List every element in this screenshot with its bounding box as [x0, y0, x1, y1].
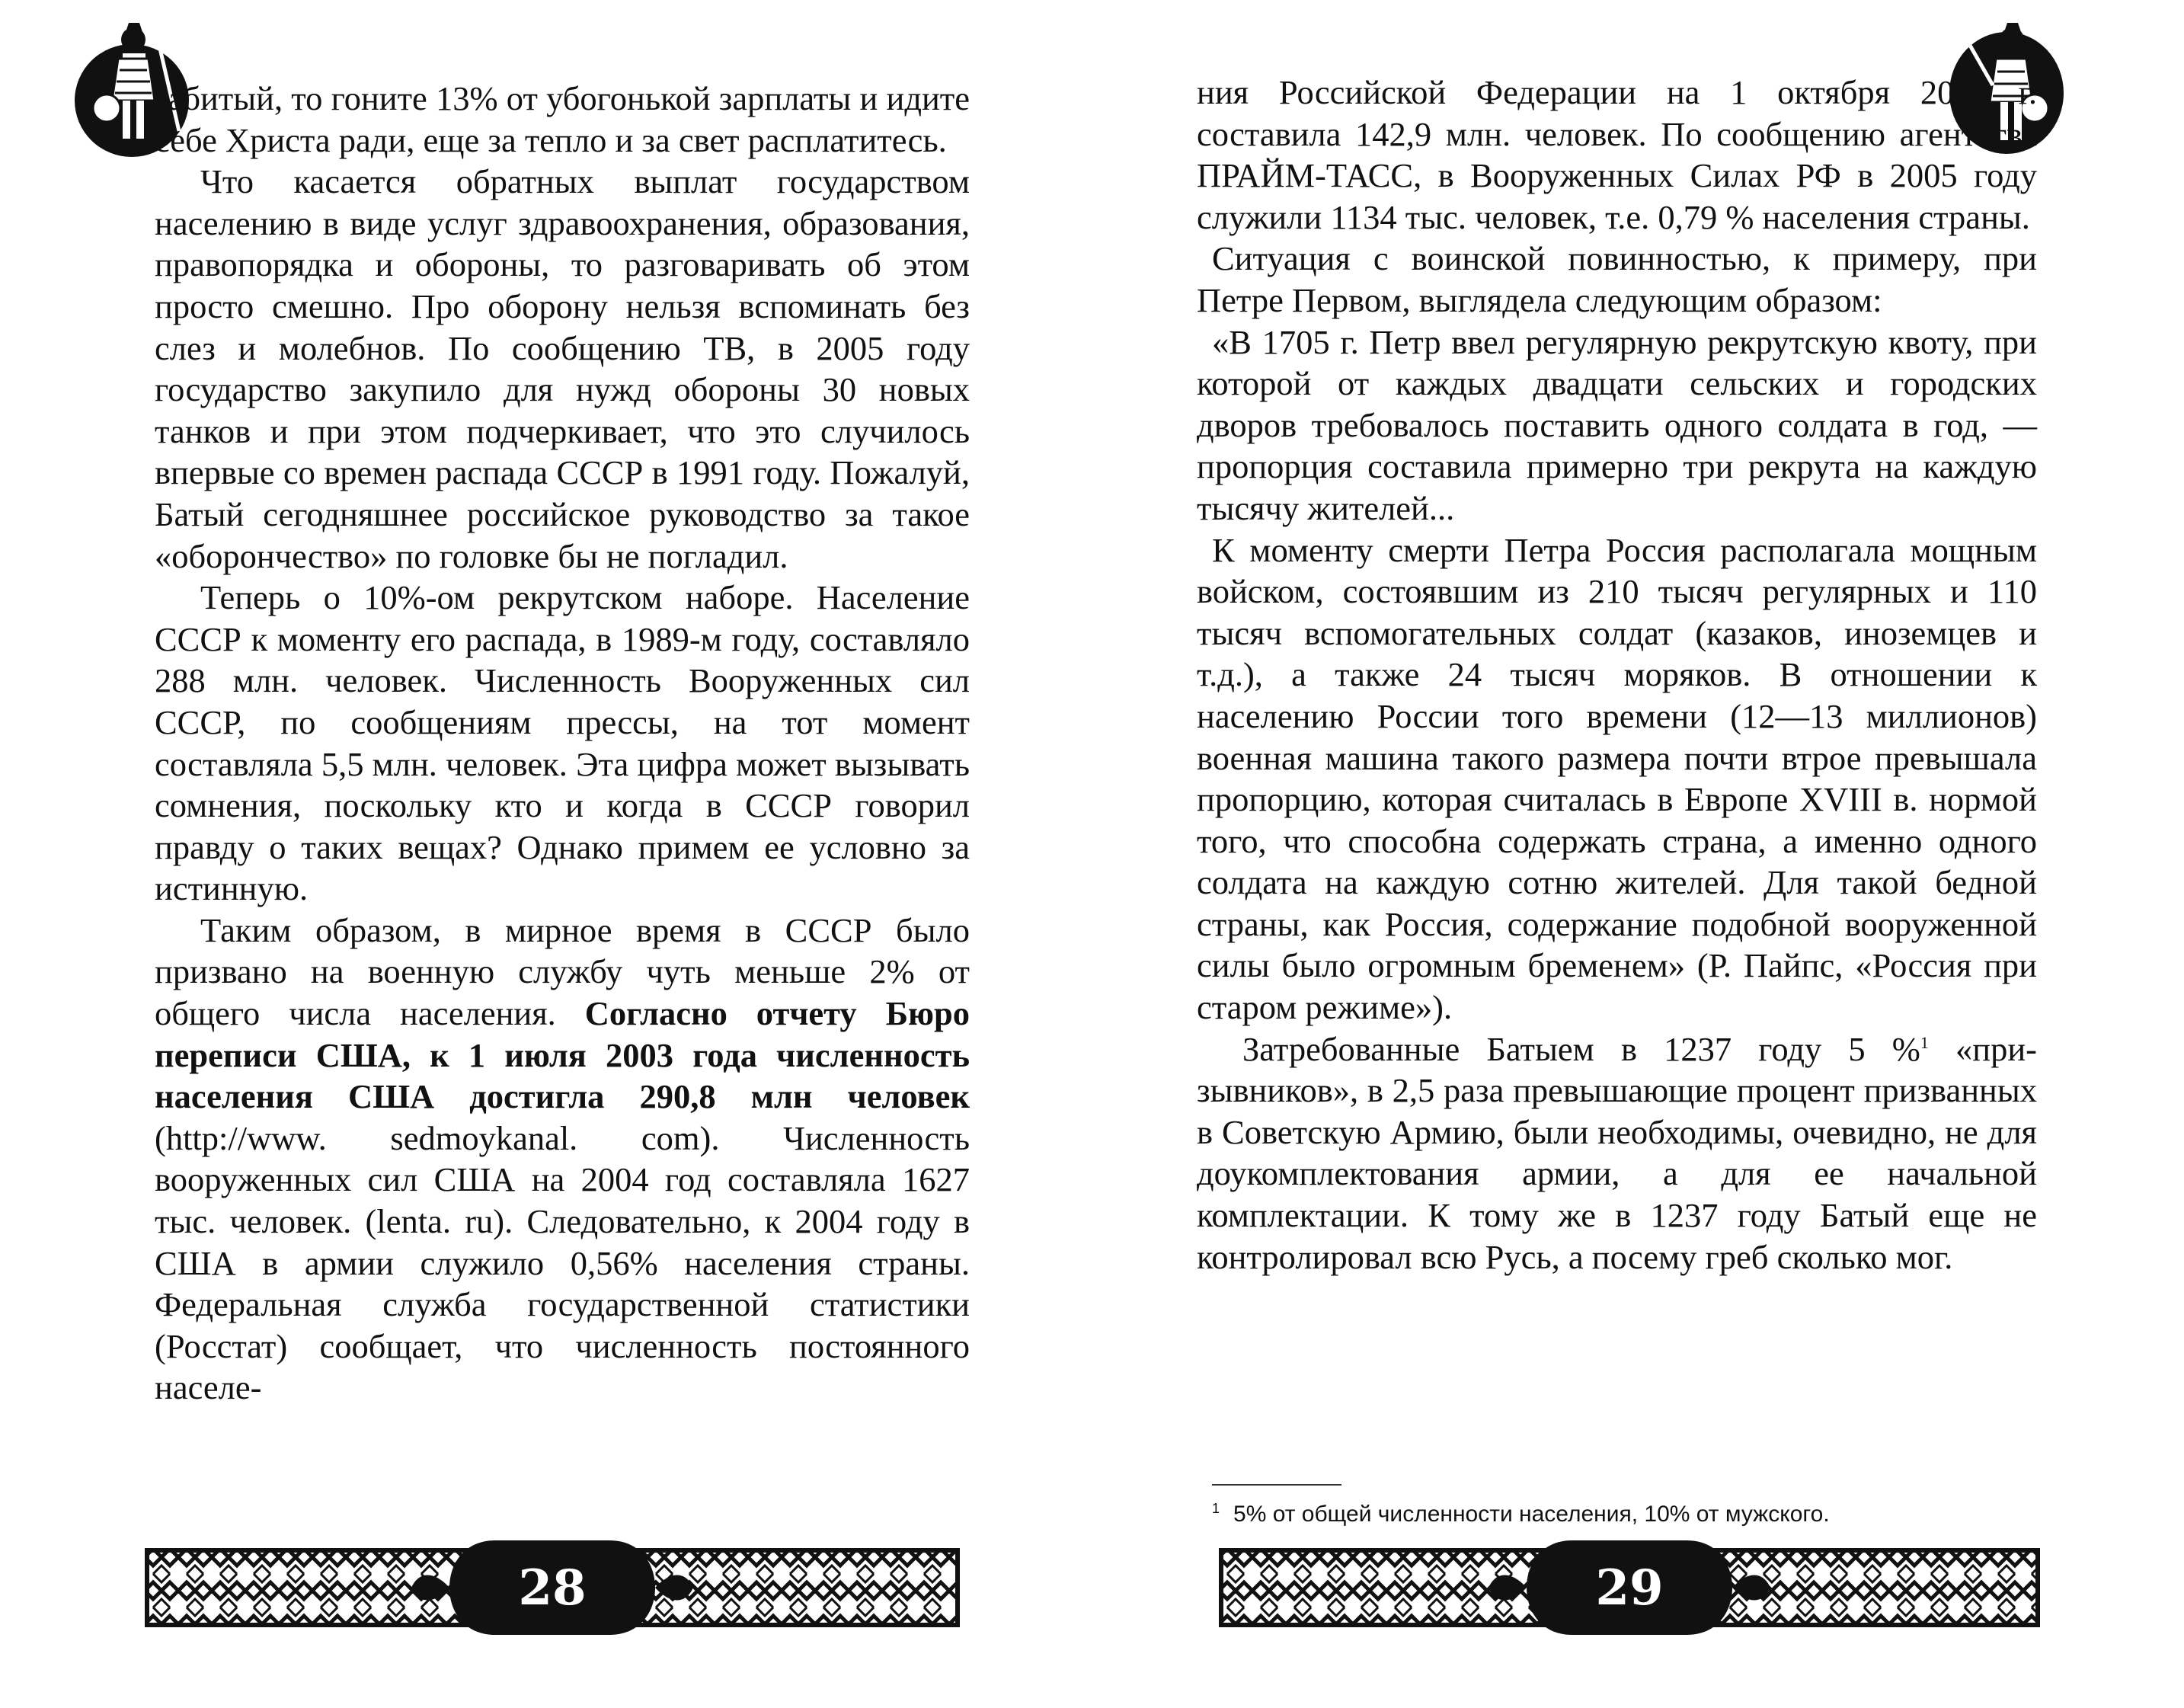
- footnote-text: 5% от общей численности населения, 10% от мужского.: [1233, 1502, 1830, 1527]
- paragraph: [1197, 1028, 2037, 1278]
- paragraph: забитый, то гоните 13% от убогонькой зарплаты и идите себе Христа ради, еще за тепло и за свет расплатитесь.: [155, 79, 970, 159]
- page-number: 28: [518, 1559, 587, 1617]
- footer-ornament: [145, 1540, 960, 1635]
- paragraph-text: Таким образом, в мирное время в СССР было призвано на военную службу чуть меньше 2% от общего числа населения.: [155, 910, 970, 1033]
- paragraph: Что касается обратных выплат государством населению в виде услуг здравоохранения, образования, правопорядка и обороны, то разговаривать об этом просто смешно. Про оборону нельзя вспоминать без слез и молебнов. По сообщению ТВ, в 2005 году государство закупило для нужд обороны 30 новых танков и при этом подчеркивает, что это случилось впервые со времен распада СССР в 1991 году. Пожалуй, Батый сегодняшнее российское руководство за такое «оборончество» по головке бы не погладил.: [155, 162, 970, 575]
- paragraph: Теперь о 10%-ом рекрутском наборе. Население СССР к моменту его распада, в 1989-м году, составляло 288 млн. человек. Численность Вооруженных сил СССР, по сообщениям прессы, на тот момент составляла 5,5 млн. человек. Эта цифра может вызывать сомнения, поскольку кто и когда в СССР говорил правду о таких вещах? Однако примем ее условно за истинную.: [155, 578, 970, 908]
- right-page-text: [1197, 72, 2037, 1278]
- page-number: 29: [1595, 1559, 1664, 1617]
- quote-paragraph: «В 1705 г. Петр ввел регулярную рекрутскую квоту, при которой от каждых двадцати сельских и городских дворов требовалось поставить одного солдата в год, — пропорция составила примерно три рекрута на каждую тысячу жителей...: [1197, 322, 2037, 527]
- right-page: [1092, 0, 2184, 1708]
- quote-paragraph: К моменту смерти Петра Россия располагала мощным войском, состоявшим из 210 тысяч регулярных и 110 тысяч вспомогательных солдат (казаков, иноземцев и т.д.), а также 24 тысяч моряков. В отношении к населению России того времени (12—13 миллионов) военная машина такого размера почти втрое превышала пропорцию, которая считалась в Европе XVIII в. нормой того, что способна содержать страна, а именно одного солдата на каждую сотню жителей. Для такой бедной страны, как Россия, содержание подобной вооруженной силы было огромным бременем» (Р. Пайпс, «Россия при старом режиме»).: [1197, 530, 2037, 1027]
- left-page-text: [155, 78, 970, 1409]
- paragraph: Ситуация с воинской повинностью, к примеру, при Петре Первом, выглядела следующим образом:: [1197, 239, 2037, 319]
- paragraph: [155, 910, 970, 1409]
- paragraph-text: Затребованные Батыем в 1237 году 5 %: [1242, 1029, 1920, 1068]
- footnote-divider: [1212, 1484, 1341, 1486]
- paragraph: ния Российской Федерации на 1 октября 2005 г. составила 142,9 млн. человек. По сообщению агентства ПРАЙМ-ТАСС, в Вооруженных Силах РФ в 2005 году служили 1134 тыс. человек, т.е. 0,79 % населения страны.: [1197, 73, 2037, 236]
- footnote-reference: 1: [1920, 1032, 1929, 1052]
- paragraph-text: «призывников», в 2,5 раза превышающие процент призванных в Советскую Армию, были необходимы, очевидно, не для доукомплектования армии, а для ее начальной комплектации. К тому же в 1237 году Батый еще не контролировал всю Русь, а посему греб сколько мог.: [1197, 1029, 2037, 1276]
- bold-quote: Согласно отчету Бюро переписи США, к 1 июля 2003 года численность населения США достигла 290,8 млн человек: [155, 994, 970, 1116]
- footnote-mark: 1: [1212, 1501, 1220, 1516]
- paragraph-text: (http://www. sedmoykanal. com). Численность вооруженных сил США на 2004 год составляла 1627 тыс. человек. (lenta. ru). Следовательно, к 2004 году в США в армии служило 0,56% населения страны. Федеральная служба государственной статистики (Росстат) сообщает, что численность постоянного населе-: [155, 1118, 970, 1407]
- footer-ornament: [1219, 1540, 2040, 1635]
- footnote: [1212, 1493, 2050, 1530]
